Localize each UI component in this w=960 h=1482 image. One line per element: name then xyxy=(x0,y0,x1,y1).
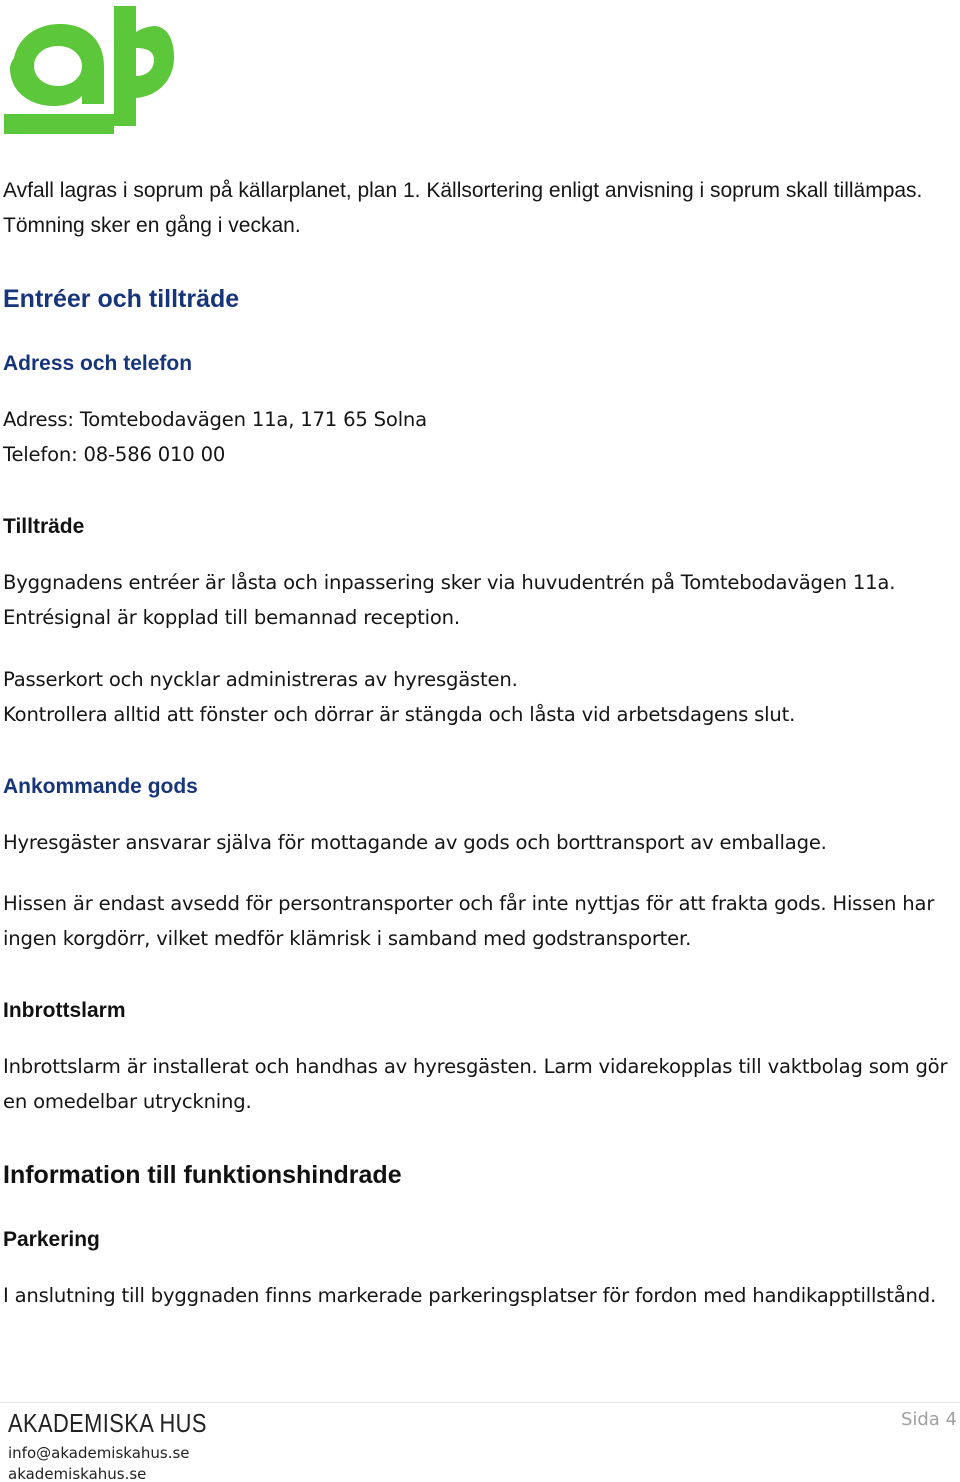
section-title-entrances: Entréer och tillträde xyxy=(3,285,240,313)
heading-parking: Parkering xyxy=(3,1228,100,1251)
footer-divider xyxy=(0,1402,960,1403)
access-paragraph-4: Kontrollera alltid att fönster och dörrar är stängda och låsta vid arbetsdagens slut. xyxy=(3,703,796,726)
page-number: Sida 4 xyxy=(900,1409,957,1430)
section-title-accessibility: Information till funktionshindrade xyxy=(3,1161,402,1189)
heading-burglar-alarm: Inbrottslarm xyxy=(3,999,126,1022)
alarm-paragraph-1a: Inbrottslarm är installerat och handhas av hyresgästen. Larm vidarekopplas till vaktbolag som gör xyxy=(3,1055,948,1078)
goods-paragraph-1: Hyresgäster ansvarar själva för mottagande av gods och borttransport av emballage. xyxy=(3,831,827,854)
intro-line-1: Avfall lagras i soprum på källarplanet, plan 1. Källsortering enligt anvisning i soprum skall tillämpas. xyxy=(3,179,923,202)
goods-paragraph-2b: ingen korgdörr, vilket medför klämrisk i samband med godstransporter. xyxy=(3,927,692,950)
akademiska-hus-logo-icon xyxy=(2,2,174,134)
goods-paragraph-2a: Hissen är endast avsedd för persontransporter och får inte nyttjas för att frakta gods. Hissen har xyxy=(3,892,935,915)
access-paragraph-1: Byggnadens entréer är låsta och inpassering sker via huvudentrén på Tomtebodavägen 11a. xyxy=(3,571,896,594)
access-paragraph-3: Passerkort och nycklar administreras av hyresgästen. xyxy=(3,668,518,691)
footer-brand: AKADEMISKA HUS xyxy=(8,1408,207,1438)
address-text: Adress: Tomtebodavägen 11a, 171 65 Solna xyxy=(3,408,427,431)
intro-line-2: Tömning sker en gång i veckan. xyxy=(3,214,301,237)
alarm-paragraph-1b: en omedelbar utryckning. xyxy=(3,1090,252,1113)
heading-incoming-goods: Ankommande gods xyxy=(3,775,198,798)
access-paragraph-2: Entrésignal är kopplad till bemannad reception. xyxy=(3,606,460,629)
heading-address-phone: Adress och telefon xyxy=(3,352,193,375)
phone-text: Telefon: 08-586 010 00 xyxy=(3,443,226,466)
heading-access: Tillträde xyxy=(3,515,85,538)
footer-website: akademiskahus.se xyxy=(8,1465,147,1482)
parking-paragraph-1: I anslutning till byggnaden finns markerade parkeringsplatser för fordon med handikapptillstånd. xyxy=(3,1284,937,1307)
footer-email: info@akademiskahus.se xyxy=(8,1444,190,1462)
